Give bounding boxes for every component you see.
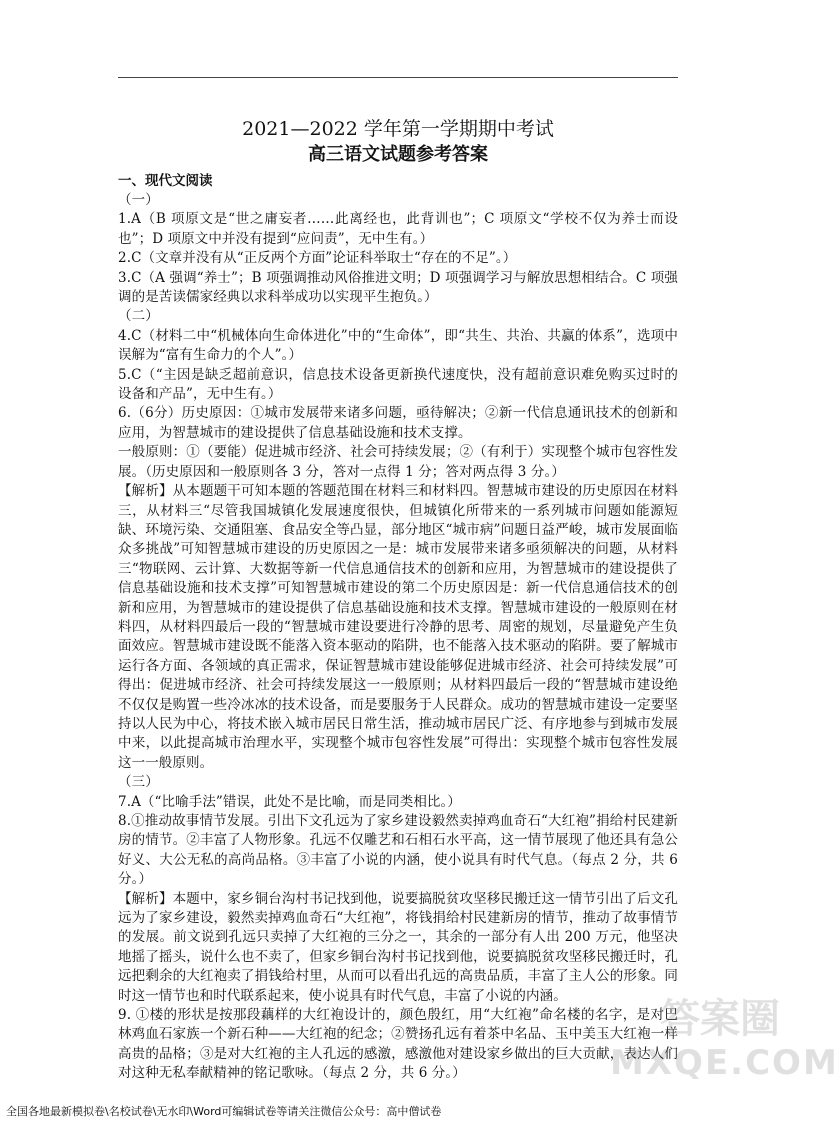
section-heading-reading: 一、现代文阅读 — [118, 173, 213, 189]
answer-document — [118, 116, 678, 1084]
analysis-8: 【解析】本题中，家乡铜台沟村书记找到他，说要搞脱贫攻坚移民搬迁这一情节引出了后文孔远为了家乡建设，毅然卖掉鸡血奇石“大红袍”，将钱捐给村民建新房的情节，推动了故事情节的发展。前文说到孔远只卖掉了大红袍的三分之一，其余的一部分有人出 200 万元，他坚决地摇了摇头，说什么也不卖了，但家乡铜台沟村书记找到他，说要搞脱贫攻坚移民搬迁时，孔远把剩余的大红袍卖了捐钱给村里，从而可以看出孔远的高贵品质，丰富了主人公的形象。同时这一情节也和时代联系起来，使小说具有时代气息，丰富了小说的内涵。 — [118, 890, 678, 1004]
answer-6-history: 6.（6分）历史原因：①城市发展带来诸多问题，亟待解决；②新一代信息通讯技术的创新和应用，为智慧城市的建设提供了信息基础设施和技术支撑。 — [118, 405, 678, 441]
answer-7: 7.A（“比喻手法”错误，此处不是比喻，而是同类相比。） — [118, 793, 461, 810]
analysis-6: 【解析】从本题题干可知本题的答题范围在材料三和材料四。智慧城市建设的历史原因在材料三，从材料三“尽管我国城镇化发展速度很快，但城镇化所带来的一系列城市问题如能源短缺、环境污染、交通阻塞、食品安全等凸显，部分地区“城市病”问题日益严峻，城市发展面临众多挑战”可知智慧城市建设的历史原因之一是：城市发展带来诸多亟须解决的问题，从材料三“物联网、云计算、大数据等新一代信息通信技术的创新和应用，为智慧城市的建设提供了信息基础设施和技术支撑”可知智慧城市建设的第二个历史原因是：新一代信息通信技术的创新和应用，为智慧城市的建设提供了信息基础设施和技术支撑。智慧城市建设的一般原则在材料四，从材料四最后一段的“智慧城市建设要进行冷静的思考、周密的规划，尽量避免产生负面效应。智慧城市建设既不能落入资本驱动的陷阱，也不能落入技术驱动的陷阱。要了解城市运行各方面、各领域的真正需求，保证智慧城市建设能够促进城市经济、社会可持续发展”可得出：促进城市经济、社会可持续发展这一一般原则；从材料四最后一段的“智慧城市建设绝不仅仅是购置一些冷冰冰的技术设备，而是要服务于人民群众。成功的智慧城市建设一定要坚持以人民为中心，将技术嵌入城市居民日常生活，推动城市居民广泛、有序地参与到城市发展中来，以此提高城市治理水平，实现整个城市包容性发展”可得出：实现整个城市包容性发展这一一般原则。 — [118, 483, 678, 771]
answer-1: 1.A（B 项原文是“世之庸妄者……此离经也，此背训也”；C 项原文“学校不仅为养士而设也”；D 项原文中并没有提到“应问责”，无中生有。） — [118, 211, 678, 247]
watermark-domain: MXQE.COM — [610, 1043, 839, 1083]
watermark-text: 答案圈 — [660, 996, 780, 1042]
answer-4: 4.C（材料二中“机械体向生命体进化”中的“生命体”，即“共生、共治、共赢的体系”，选项中误解为“富有生命力的个人”。） — [118, 327, 678, 364]
header-rule — [118, 77, 678, 78]
answer-5: 5.C（“主因是缺乏超前意识，信息技术设备更新换代速度快，没有超前意识难免购买过时的设备和产品”，无中生有。） — [118, 366, 678, 403]
answer-8: 8.①推动故事情节发展。引出下文孔远为了家乡建设毅然卖掉鸡血奇石“大红袍”捐给村民建新房的情节。②丰富了人物形象。孔远不仅雕艺和石相石水平高，这一情节展现了他还具有急公好义、大公无私的高尚品格。③丰富了小说的内涵，使小说具有时代气息。（每点 2 分，共 6 分。） — [118, 813, 678, 888]
part-three-label: （三） — [118, 774, 159, 791]
answer-9: 9. ①楼的形状是按那段藕样的大红袍设计的，颜色殷红，用“大红袍”命名楼的名字，是对巴林鸡血石家族一个新石种——大红袍的纪念；②赞扬孔远有着茶中名品、玉中美玉大红袍一样高贵的品格；③是对大红袍的主人孔远的感激，感激他对建设家乡做出的巨大贡献，表达人们对这种无私奉献精神的铭记歌咏。（每点 2 分，共 6 分。） — [118, 1007, 678, 1082]
part-two-label: （二） — [118, 308, 159, 325]
exam-subtitle: 高三语文试题参考答案 — [308, 144, 488, 165]
answer-3: 3.C（A 强调“养士”；B 项强调推动风俗推进文明；D 项强调学习与解放思想相结合。C 项强调的是苦读儒家经典以求科举成功以实现平生抱负。） — [118, 269, 678, 306]
site-watermark — [610, 995, 839, 1105]
answer-2: 2.C（文章并没有从“正反两个方面”论证科举取士“存在的不足”。） — [118, 250, 517, 267]
answer-6-principle: 一般原则：①（要能）促进城市经济、社会可持续发展；②（有利于）实现整个城市包容性发展。（历史原因和一般原则各 3 分，答对一点得 1 分；答对两点得 3 分。） — [118, 444, 678, 480]
part-one-label: （一） — [118, 192, 159, 208]
footer-note: 全国各地最新模拟卷\名校试卷\无水印\Word可编辑试卷等请关注微信公众号：高中僧试卷 — [6, 1105, 442, 1118]
exam-title: 2021—2022 学年第一学期期中考试 — [242, 118, 554, 140]
